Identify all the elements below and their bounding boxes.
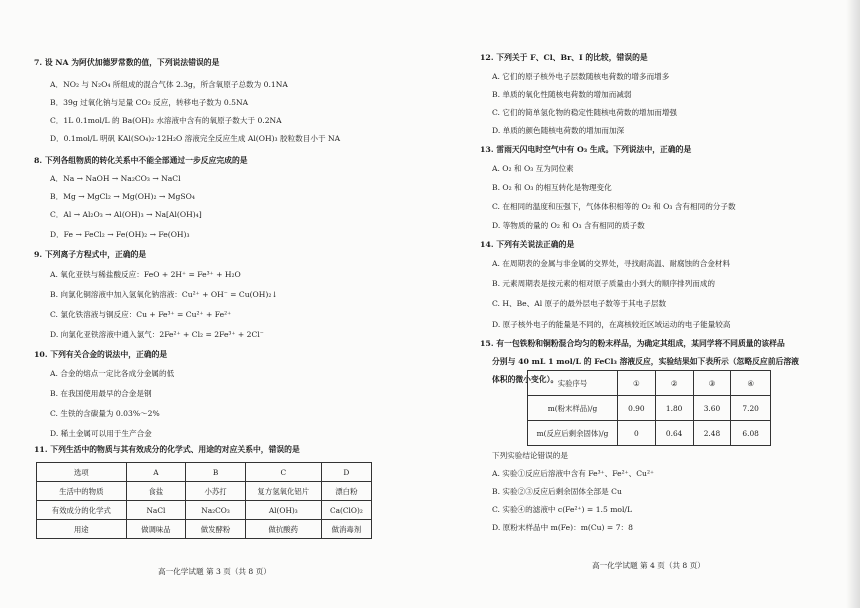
option-q12c: C. 它们的简单氢化物的稳定性随核电荷数的增加而增强 <box>492 108 678 117</box>
table-header-cell: A <box>126 463 186 482</box>
option-q13c: C. 在相同的温度和压强下，气体体积相等的 O₂ 和 O₃ 含有相同的分子数 <box>492 202 736 211</box>
table-cell: 3.60 <box>693 396 731 421</box>
question-q15b: 分别与 40 mL 1 mol/L 的 FeCl₃ 溶液反应，实验结果如下表所示（忽略反应前后溶液 <box>492 357 799 366</box>
table-header-cell: 选项 <box>37 463 127 482</box>
table-cell: 有效成分的化学式 <box>37 501 127 520</box>
table-cell: 漂白粉 <box>321 482 371 501</box>
question-q11: 11. 下列生活中的物质与其有效成分的化学式、用途的对应关系中，错误的是 <box>34 445 300 454</box>
question-15-table <box>527 370 771 446</box>
table-cell: 0 <box>617 421 655 446</box>
table-row <box>37 501 372 520</box>
question-q9: 9. 下列离子方程式中，正确的是 <box>34 250 147 259</box>
option-q8d: D．Fe → FeCl₂ → Fe(OH)₂ → Fe(OH)₃ <box>50 230 190 239</box>
table-row <box>37 520 372 539</box>
table-cell: 7.20 <box>731 396 771 421</box>
table-header-cell: B <box>186 463 246 482</box>
table-cell: 2.48 <box>693 421 731 446</box>
option-q9d: D. 向氯化亚铁溶液中通入氯气：2Fe²⁺ + Cl₂ = 2Fe³⁺ + 2Cl⁻ <box>50 330 264 339</box>
table-header-cell: ② <box>655 371 693 396</box>
question-q8: 8. 下列各组物质的转化关系中不能全部通过一步反应完成的是 <box>34 156 248 165</box>
option-q10c: C. 生铁的含碳量为 0.03%～2% <box>50 409 160 418</box>
option-q14a: A. 在周期表的金属与非金属的交界处，寻找耐高温、耐腐蚀的合金材料 <box>492 259 731 268</box>
table-row <box>528 421 771 446</box>
table-cell: 做调味品 <box>126 520 186 539</box>
question-q14: 14. 下列有关说法正确的是 <box>480 240 575 249</box>
option-q9b: B. 向氯化铜溶液中加入氢氧化钠溶液：Cu²⁺ + OH⁻ = Cu(OH)₂↓ <box>50 290 278 299</box>
table-cell: 6.08 <box>731 421 771 446</box>
table-header-cell: ④ <box>731 371 771 396</box>
option-q10d: D. 稀土金属可以用于生产合金 <box>50 429 152 438</box>
table-header-row <box>37 463 372 482</box>
table-header-row <box>528 371 771 396</box>
table-cell: m(粉末样品)/g <box>528 396 618 421</box>
option-q15ob: B. 实验②③反应后剩余固体全部是 Cu <box>492 487 622 496</box>
table-header-cell: ① <box>617 371 655 396</box>
option-q8a: A．Na → NaOH → Na₂CO₃ → NaCl <box>50 174 181 183</box>
table-cell: 用途 <box>37 520 127 539</box>
table-cell: Ca(ClO)₂ <box>321 501 371 520</box>
question-q15c: 体积的微小变化）。 <box>492 375 559 384</box>
option-q8b: B．Mg → MgCl₂ → Mg(OH)₂ → MgSO₄ <box>50 192 195 201</box>
option-q7d: D．0.1mol/L 明矾 KAl(SO₄)₂·12H₂O 溶液完全反应生成 Al(OH)₃ 胶粒数目小于 NA <box>50 134 341 143</box>
left-page-footer: 高一化学试题 第 3 页（共 8 页） <box>158 567 271 576</box>
table-header-cell: 实验序号 <box>528 371 618 396</box>
option-q9a: A. 氧化亚铁与稀盐酸反应：FeO + 2H⁺ = Fe³⁺ + H₂O <box>50 270 241 279</box>
table-cell: 复方氢氧化铝片 <box>245 482 321 501</box>
table-header-cell: C <box>245 463 321 482</box>
option-q14d: D. 原子核外电子的能量是不同的，在离核较近区域运动的电子能量较高 <box>492 320 731 329</box>
table-cell: 0.90 <box>617 396 655 421</box>
question-q10: 10. 下列有关合金的说法中，正确的是 <box>34 350 168 359</box>
table-cell: m(反应后剩余固体)/g <box>528 421 618 446</box>
option-q15oa: A. 实验①反应后溶液中含有 Fe³⁺、Fe²⁺、Cu²⁺ <box>492 469 654 478</box>
table-header-cell: D <box>321 463 371 482</box>
option-q8c: C．Al → Al₂O₃ → Al(OH)₃ → Na[Al(OH)₄] <box>50 210 202 219</box>
option-q15s: 下列实验结论错误的是 <box>492 451 568 460</box>
table-header-cell: ③ <box>693 371 731 396</box>
option-q15od: D. 原粉末样品中 m(Fe)：m(Cu) = 7：8 <box>492 523 633 532</box>
question-q12: 12. 下列关于 F、Cl、Br、I 的比较，错误的是 <box>480 53 648 62</box>
option-q10a: A. 合金的熔点一定比各成分金属的低 <box>50 369 175 378</box>
option-q12d: D. 单质的颜色随核电荷数的增加而加深 <box>492 126 625 135</box>
table-cell: NaCl <box>126 501 186 520</box>
option-q10b: B. 在我国使用最早的合金是钢 <box>50 389 152 398</box>
option-q13a: A. O₂ 和 O₃ 互为同位素 <box>492 164 574 173</box>
table-cell: 做发酵粉 <box>186 520 246 539</box>
option-q12a: A. 它们的原子核外电子层数随核电荷数的增多而增多 <box>492 72 670 81</box>
option-q13b: B. O₂ 和 O₃ 的相互转化是物理变化 <box>492 183 612 192</box>
table-cell: 1.80 <box>655 396 693 421</box>
option-q12b: B. 单质的氧化性随核电荷数的增加而减弱 <box>492 90 632 99</box>
option-q14c: C. H、Be、Al 原子的最外层电子数等于其电子层数 <box>492 299 667 308</box>
option-q7c: C．1L 0.1mol/L 的 Ba(OH)₂ 水溶液中含有的氧原子数大于 0.2NA <box>50 116 282 125</box>
table-cell: 小苏打 <box>186 482 246 501</box>
table-row <box>528 396 771 421</box>
right-page-footer: 高一化学试题 第 4 页（共 8 页） <box>592 561 705 570</box>
option-q15oc: C. 实验④的滤液中 c(Fe²⁺) = 1.5 mol/L <box>492 505 632 514</box>
question-q15: 15. 有一包铁粉和铜粉混合均匀的粉末样品，为确定其组成，某同学将不同质量的该样品 <box>480 339 785 348</box>
page-edge-shadow <box>846 0 860 608</box>
table-cell: 生活中的物质 <box>37 482 127 501</box>
table-cell: 做抗酸药 <box>245 520 321 539</box>
question-11-table <box>36 462 372 539</box>
option-q14b: B. 元素周期表是按元素的相对原子质量由小到大的顺序排列而成的 <box>492 279 716 288</box>
option-q7b: B．39g 过氧化钠与足量 CO₂ 反应，转移电子数为 0.5NA <box>50 98 249 107</box>
question-q7: 7. 设 NA 为阿伏加德罗常数的值，下列说法错误的是 <box>34 58 220 67</box>
option-q7a: A．NO₂ 与 N₂O₄ 所组成的混合气体 2.3g，所含氧原子总数为 0.1NA <box>50 80 288 89</box>
option-q13d: D. 等物质的量的 O₂ 和 O₃ 含有相同的质子数 <box>492 221 645 230</box>
table-cell: 做消毒剂 <box>321 520 371 539</box>
option-q9c: C. 氯化铁溶液与铜反应：Cu + Fe³⁺ = Cu²⁺ + Fe²⁺ <box>50 310 232 319</box>
table-cell: 0.64 <box>655 421 693 446</box>
table-cell: 食盐 <box>126 482 186 501</box>
table-cell: Na₂CO₃ <box>186 501 246 520</box>
table-row <box>37 482 372 501</box>
table-cell: Al(OH)₃ <box>245 501 321 520</box>
question-q13: 13. 雷雨天闪电时空气中有 O₃ 生成。下列说法中，正确的是 <box>480 145 692 154</box>
